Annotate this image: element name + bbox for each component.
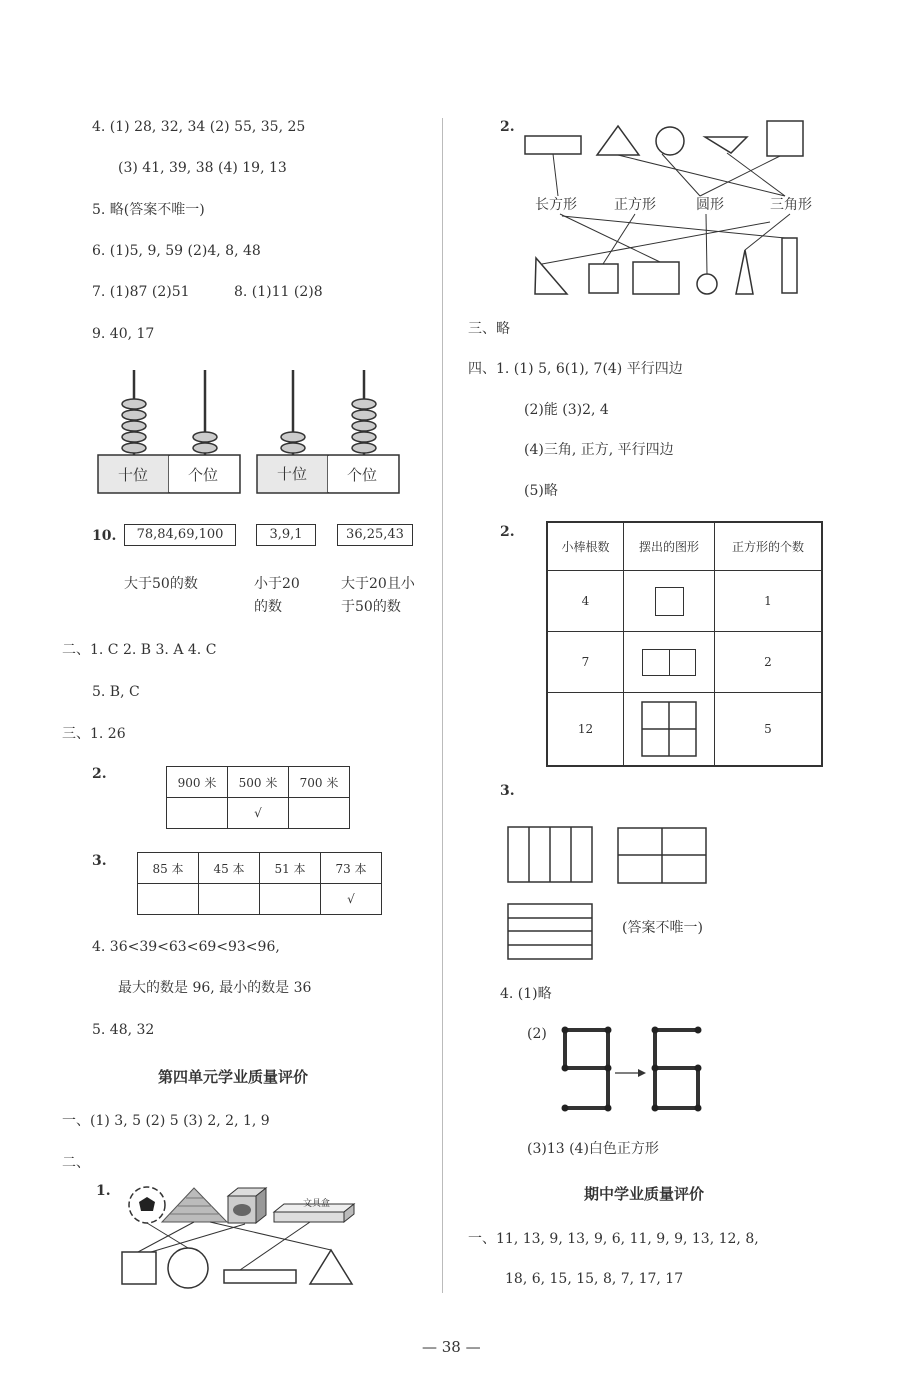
section4-q4-part2: (2) xyxy=(527,1026,547,1042)
q10-caption-3a: 大于20且小 xyxy=(341,576,415,592)
midterm-line2: 18, 6, 15, 15, 8, 7, 17, 17 xyxy=(505,1271,684,1287)
section4-q4-line3: (3)13 (4)白色正方形 xyxy=(527,1141,659,1157)
section3-q4-line2: 最大的数是 96, 最小的数是 36 xyxy=(118,980,312,996)
answer-10-number: 10. xyxy=(92,528,117,544)
label-rectangle: 长方形 xyxy=(535,197,577,213)
q3-note: (答案不唯一) xyxy=(622,920,703,936)
answer-5: 5. 略(答案不唯一) xyxy=(92,202,205,218)
q10-box-greater-50: 78,84,69,100 xyxy=(124,524,236,546)
section3-q5: 5. 48, 32 xyxy=(92,1022,155,1038)
squares-count: 1 xyxy=(715,571,823,632)
section4-q1-line4: (5)略 xyxy=(524,483,558,499)
section2-line2: 5. B, C xyxy=(92,684,140,700)
abacus-label-tens-1: 十位 xyxy=(118,466,149,484)
section4-q1-line1: 四、1. (1) 5, 6(1), 7(4) 平行四边 xyxy=(468,361,683,377)
section4-q1-line2: (2)能 (3)2, 4 xyxy=(524,402,609,418)
section2-line1: 二、1. C 2. B 3. A 4. C xyxy=(62,642,217,658)
section3-q4-line1: 4. 36<39<63<69<93<96, xyxy=(92,939,280,955)
books-header: 85 本 xyxy=(138,853,199,884)
answer-7: 7. (1)87 (2)51 xyxy=(92,284,190,300)
label-triangle: 三角形 xyxy=(770,197,812,213)
check-mark: √ xyxy=(321,884,382,915)
section4-q4-line1: 4. (1)略 xyxy=(500,986,552,1002)
table-header: 摆出的图形 xyxy=(624,522,715,571)
section4-q2-number: 2. xyxy=(500,524,515,540)
label-circle: 圆形 xyxy=(696,197,724,213)
section3-q1: 三、1. 26 xyxy=(62,726,126,742)
q10-box-less-20: 3,9,1 xyxy=(256,524,316,546)
answer-4-line1: 4. (1) 28, 32, 34 (2) 55, 35, 25 xyxy=(92,119,306,135)
unit4-section2: 二、 xyxy=(62,1155,90,1171)
unit4-section1: 一、(1) 3, 5 (2) 5 (3) 2, 2, 1, 9 xyxy=(62,1113,270,1129)
distance-header: 500 米 xyxy=(228,767,289,798)
section4-q3-number: 3. xyxy=(500,783,515,799)
label-square: 正方形 xyxy=(614,197,656,213)
unit4-title: 第四单元学业质量评价 xyxy=(158,1068,309,1086)
abacus-label-tens-2: 十位 xyxy=(277,465,308,483)
q10-caption-2a: 小于20 xyxy=(254,576,300,592)
answer-4-line2: (3) 41, 39, 38 (4) 19, 13 xyxy=(118,160,287,176)
pencil-box-label: 文具盒 xyxy=(303,1199,331,1209)
section4-q1-line3: (4)三角, 正方, 平行四边 xyxy=(524,442,674,458)
books-header: 45 本 xyxy=(199,853,260,884)
books-header: 73 本 xyxy=(321,853,382,884)
unit4-section2-q1-number: 1. xyxy=(96,1183,111,1199)
answer-6: 6. (1)5, 9, 59 (2)4, 8, 48 xyxy=(92,243,261,259)
page-number: — 38 — xyxy=(422,1338,481,1356)
squares-count: 2 xyxy=(715,632,823,693)
sticks-count: 12 xyxy=(547,693,624,767)
distance-header: 900 米 xyxy=(167,767,228,798)
midterm-line1: 一、11, 13, 9, 13, 9, 6, 11, 9, 9, 13, 12, 8, xyxy=(468,1231,759,1247)
table-header: 小棒根数 xyxy=(547,522,624,571)
abacus-label-ones-2: 个位 xyxy=(347,466,378,484)
section3-q2-number: 2. xyxy=(92,766,107,782)
q10-caption-2b: 的数 xyxy=(254,599,282,615)
table-header: 正方形的个数 xyxy=(715,522,823,571)
check-mark: √ xyxy=(228,798,289,829)
q10-caption-3b: 于50的数 xyxy=(341,599,401,615)
squares-count: 5 xyxy=(715,693,823,767)
sticks-count: 7 xyxy=(547,632,624,693)
abacus-label-ones-1: 个位 xyxy=(188,466,219,484)
q10-box-between: 36,25,43 xyxy=(337,524,413,546)
answer-8: 8. (1)11 (2)8 xyxy=(234,284,323,300)
section3-q3-number: 3. xyxy=(92,853,107,869)
distance-header: 700 米 xyxy=(289,767,350,798)
books-header: 51 本 xyxy=(260,853,321,884)
sticks-count: 4 xyxy=(547,571,624,632)
right-q2-number: 2. xyxy=(500,119,515,135)
q10-caption-1: 大于50的数 xyxy=(124,576,198,592)
right-section3: 三、略 xyxy=(468,321,510,337)
midterm-title: 期中学业质量评价 xyxy=(584,1185,705,1203)
answer-9: 9. 40, 17 xyxy=(92,326,155,342)
